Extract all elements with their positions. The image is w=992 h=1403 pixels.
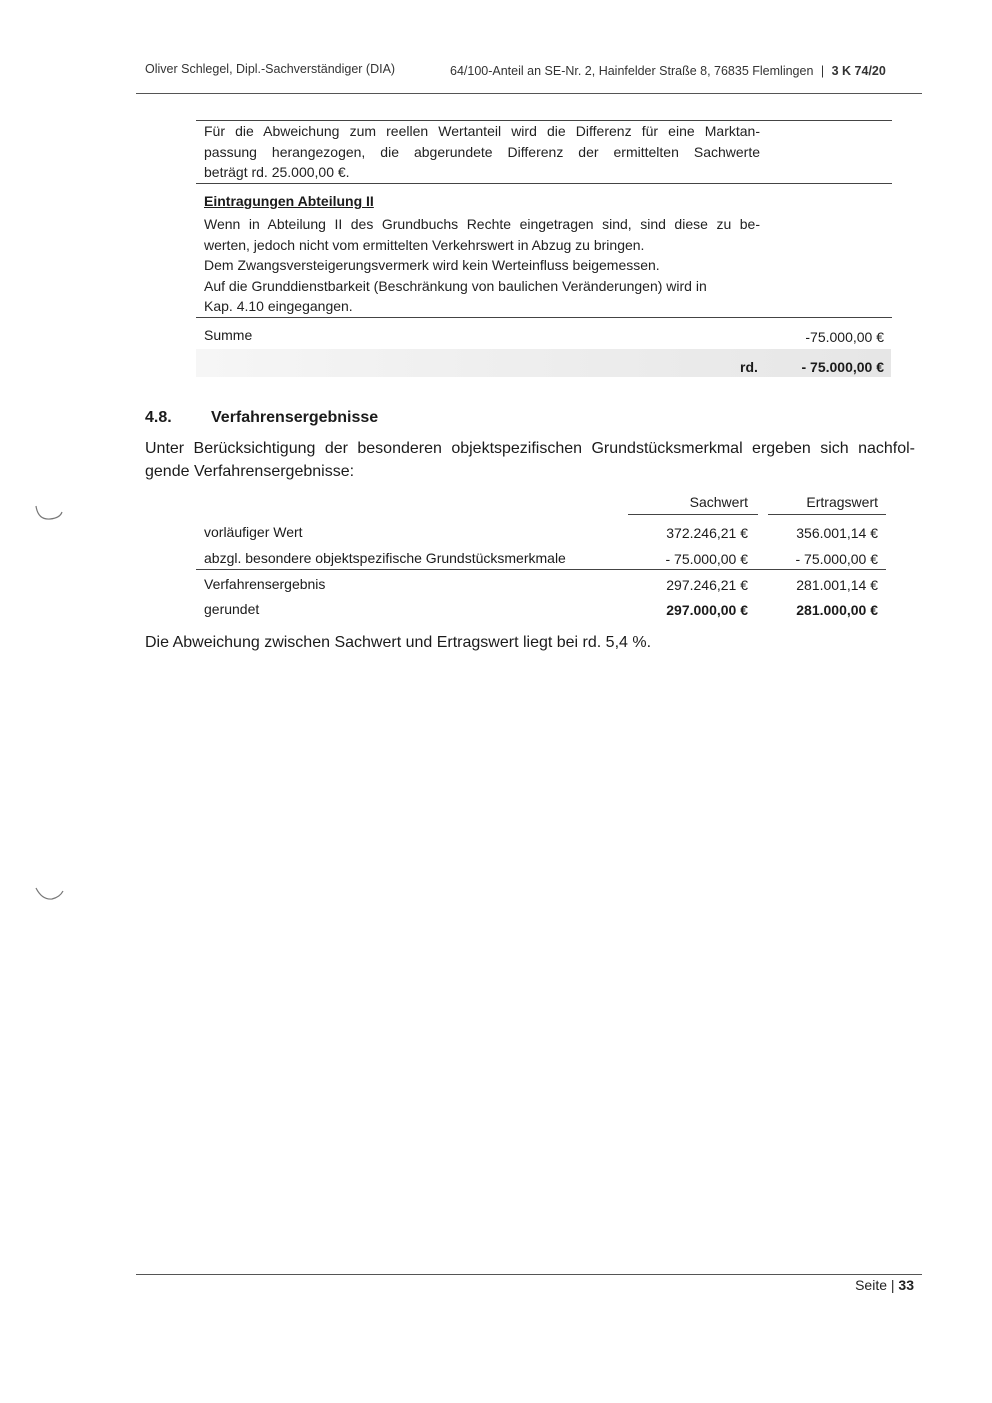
results-row-label: Verfahrensergebnis [204, 576, 326, 592]
rounded-value: - 75.000,00 € [801, 359, 884, 375]
paragraph-line: gende Verfahrensergebnisse: [145, 463, 355, 480]
column-header-rule [628, 514, 758, 515]
results-row-label: vorläufiger Wert [204, 524, 303, 540]
column-header-ertragswert: Ertragswert [806, 494, 878, 510]
results-cell-sachwert: - 75.000,00 € [665, 551, 748, 567]
results-cell-ertragswert: 356.001,14 € [796, 525, 878, 541]
results-cell-sachwert: 372.246,21 € [666, 525, 748, 541]
column-header-rule [768, 514, 886, 515]
paragraph-line: Für die Abweichung zum reellen Wertanteil wird die Differenz für eine Marktan- [204, 123, 760, 139]
results-cell-ertragswert: - 75.000,00 € [795, 551, 878, 567]
conclusion-text: Die Abweichung zwischen Sachwert und Ertragswert liegt bei rd. 5,4 %. [145, 634, 652, 651]
footer-label: Seite [855, 1277, 887, 1293]
sum-value: -75.000,00 € [805, 329, 884, 345]
abteilung-heading: Eintragungen Abteilung II [204, 193, 374, 209]
results-cell-ertragswert: 281.000,00 € [796, 602, 878, 618]
page-footer [855, 1277, 914, 1293]
column-header-sachwert: Sachwert [689, 494, 748, 510]
header-rule [136, 93, 922, 94]
punch-hole-mark [32, 500, 68, 524]
section-number: 4.8. [145, 409, 172, 426]
results-row-label: abzgl. besondere objektspezifische Grundstücksmerkmale [204, 550, 566, 566]
header-author: Oliver Schlegel, Dipl.-Sachverständiger (DIA) [145, 62, 396, 76]
paragraph-line: Unter Berücksichtigung der besonderen objektspezifischen Grundstücksmerkmal ergeben sich nachfol- [145, 440, 915, 457]
results-row-label: gerundet [204, 601, 260, 617]
paragraph-line: Dem Zwangsversteigerungsvermerk wird kein Werteinfluss beigemessen. [204, 257, 660, 273]
results-cell-ertragswert: 281.001,14 € [796, 577, 878, 593]
footer-separator: | [890, 1277, 895, 1293]
rounded-total-row [196, 349, 891, 377]
results-cell-sachwert: 297.246,21 € [666, 577, 748, 593]
section-intro [145, 437, 915, 483]
section-title: Verfahrensergebnisse [211, 409, 379, 426]
page-number: 33 [898, 1277, 914, 1293]
header-case-number: 3 K 74/20 [831, 64, 886, 78]
paragraph-line: Wenn in Abteilung II des Grundbuchs Rechte eingetragen sind, sind diese zu be- [204, 216, 760, 232]
header-object-line [450, 64, 886, 78]
sum-label: Summe [204, 327, 253, 343]
row-divider [196, 183, 892, 184]
paragraph-line: beträgt rd. 25.000,00 €. [204, 164, 350, 180]
market-adjustment-paragraph [204, 121, 760, 183]
rounded-label: rd. [740, 359, 758, 375]
paragraph-line: werten, jedoch nicht vom ermittelten Verkehrswert in Abzug zu bringen. [204, 236, 645, 253]
paragraph-line: Auf die Grunddienstbarkeit (Beschränkung von baulichen Veränderungen) wird in [204, 277, 707, 294]
footer-rule [136, 1274, 922, 1275]
abteilung-paragraph [204, 214, 760, 317]
results-cell-sachwert: 297.000,00 € [666, 602, 748, 618]
punch-hole-mark [32, 882, 68, 906]
header-object: 64/100-Anteil an SE-Nr. 2, Hainfelder Straße 8, 76835 Flemlingen [450, 64, 814, 78]
header-separator: | [820, 64, 825, 78]
paragraph-line: Kap. 4.10 eingegangen. [204, 298, 353, 314]
row-divider [196, 317, 892, 318]
results-subtotal-rule [196, 569, 886, 570]
paragraph-line: passung herangezogen, die abgerundete Differenz der ermittelten Sachwerte [204, 143, 760, 160]
